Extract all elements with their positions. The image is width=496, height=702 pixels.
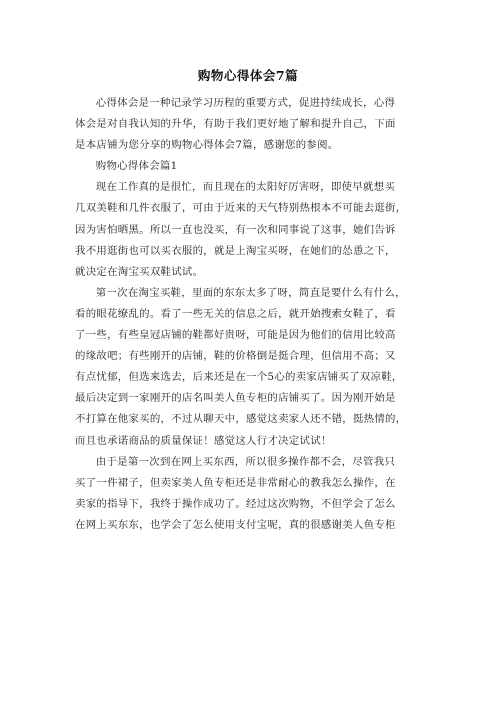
- page-title: 购物心得体会7篇: [197, 68, 299, 83]
- text-line: 在网上买东东，也学会了怎么使用支付宝呢，真的很感谢美人鱼专柜: [75, 518, 396, 531]
- text-line: 不打算在他家买的，不过从聊天中，感觉这卖家人还不错，挺热情的，: [75, 413, 407, 426]
- text-line: 现在工作真的是很忙，而且现在的太阳好厉害呀，即使早就想买: [95, 181, 396, 194]
- text-line: 第一次在淘宝买鞋，里面的东东太多了呀，简直是要什么有什么，: [95, 286, 406, 299]
- section-heading: [75, 156, 421, 177]
- text-line: 几双美鞋和几件衣服了，可由于近来的天气特别热根本不可能去逛街，: [75, 202, 407, 215]
- text-line: 了一些，有些皇冠店铺的鞋都好贵呀，可能是因为他们的信用比较高: [75, 329, 396, 342]
- text-line: 的缘故吧；有些刚开的店铺，鞋的价格倒是挺合理，但信用不高；又: [75, 350, 396, 363]
- document-body: [75, 93, 421, 536]
- text-line: 我不用逛街也可以买衣服的，就是上淘宝买呀，在她们的怂恿之下，: [75, 244, 396, 257]
- text-line: 因为害怕晒黑。所以一直也没买，有一次和同事说了这事，她们告诉: [75, 223, 396, 236]
- paragraph-1: [75, 177, 421, 282]
- text-line: 是本店铺为您分享的购物心得体会7篇，感谢您的参阅。: [75, 139, 339, 152]
- text-line: 体会是对自我认知的升华，有助于我们更好地了解和提升自己，下面: [75, 118, 396, 131]
- text-line: 就决定在淘宝买双鞋试试。: [75, 265, 204, 278]
- text-line: 购物心得体会篇1: [95, 160, 178, 173]
- paragraph-2: [75, 283, 421, 452]
- text-line: 心得体会是一种记录学习历程的重要方式，促进持续成长，心得: [95, 97, 396, 109]
- paragraph-intro: [75, 93, 421, 156]
- text-line: 由于是第一次到在网上买东西，所以很多操作都不会，尽管我只: [95, 455, 396, 468]
- paragraph-3: [75, 452, 421, 536]
- text-line: 看的眼花缭乱的。看了一些无关的信息之后，就开始搜索女鞋了，看: [75, 307, 396, 320]
- text-line: 买了一件裙子，但卖家美人鱼专柜还是非常耐心的教我怎么操作，在: [75, 476, 396, 489]
- text-line: 卖家的指导下，我终于操作成功了。经过这次购物，不但学会了怎么: [75, 497, 396, 510]
- text-line: 而且也承诺商品的质量保证！感觉这人行才决定试试！: [75, 434, 332, 447]
- text-line: 有点忧郁，但选来选去，后来还是在一个5心的卖家店铺买了双凉鞋，: [75, 371, 403, 384]
- text-line: 最后决定到一家刚开的店名叫美人鱼专柜的店铺买了。因为刚开始是: [75, 392, 396, 405]
